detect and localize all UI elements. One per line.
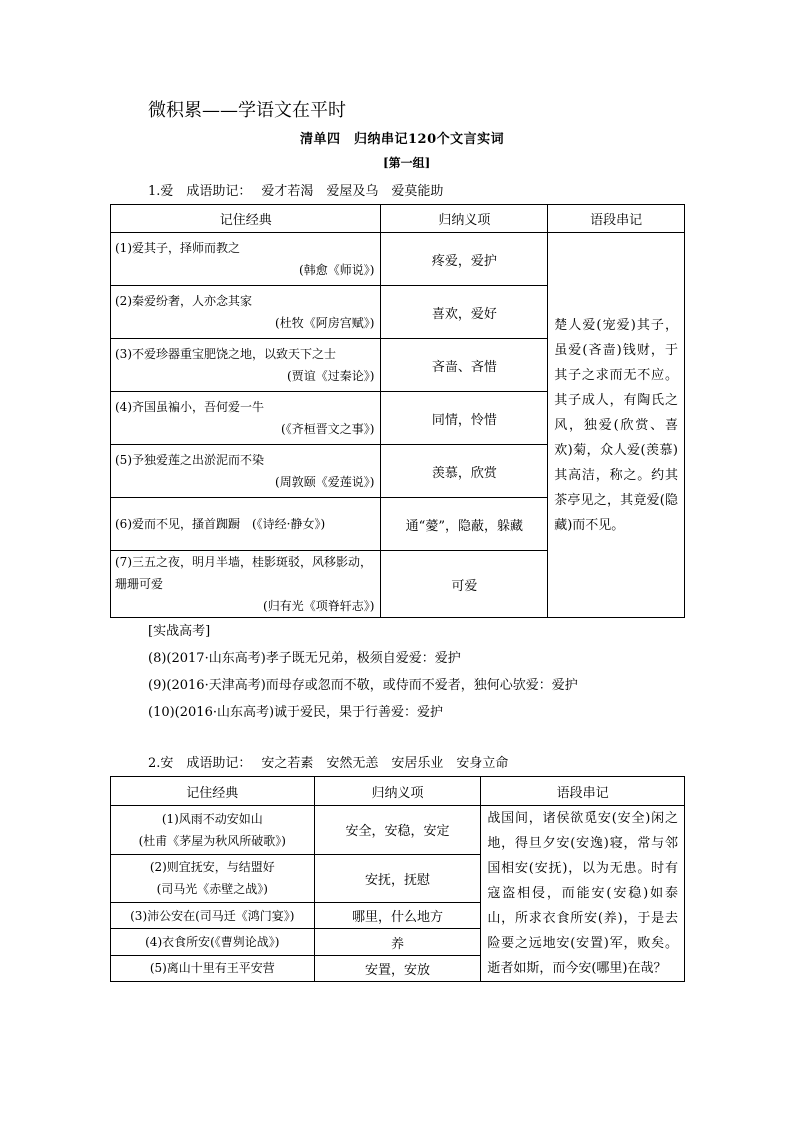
- table-header-row: [111, 205, 685, 233]
- meaning: 疼爱，爱护: [381, 233, 548, 286]
- meaning: 喜欢，爱好: [381, 286, 548, 339]
- meaning: 通“薆”，隐蔽，躲藏: [381, 498, 548, 551]
- page-heading: 微积累——学语文在平时: [148, 100, 346, 121]
- col-header: 归纳义项: [314, 777, 481, 806]
- col-header: 记住经典: [111, 777, 315, 806]
- quote: (5)离山十里有王平安营: [111, 955, 315, 981]
- quote: (1)爱其子，择师而教之: [115, 241, 240, 255]
- quote: (2)秦爱纷奢，人亦念其家: [115, 294, 252, 308]
- source: (归有光《项脊轩志》): [263, 599, 375, 613]
- col-header: 归纳义项: [381, 205, 548, 233]
- meaning: 安置，安放: [314, 955, 481, 981]
- meaning: 吝啬、吝惜: [381, 339, 548, 392]
- source: (周敦颐《爱莲说》): [275, 475, 375, 489]
- group-label: [第一组]: [383, 156, 431, 170]
- section2-idioms: 安之若素 安然无恙 安居乐业 安身立命: [261, 756, 509, 771]
- quote: (5)予独爱莲之出淤泥而不染: [115, 453, 264, 467]
- meaning: 安全，安稳，安定: [314, 806, 481, 855]
- col-header: 语段串记: [548, 205, 685, 233]
- meaning: 同情，怜惜: [381, 392, 548, 445]
- source: (贾谊《过秦论》): [287, 369, 375, 383]
- practice-line: (10)(2016·山东高考)诚于爱民，果于行善爱：爱护: [148, 705, 444, 720]
- source: (司马光《赤壁之战》): [156, 882, 268, 897]
- quote: (3)沛公安在(司马迁《鸿门宴》): [111, 903, 315, 929]
- meaning: 安抚，抚慰: [314, 854, 481, 903]
- source: (韩愈《师说》): [299, 263, 375, 277]
- meaning: 哪里，什么地方: [314, 903, 481, 929]
- table-row: [111, 806, 685, 855]
- col-header: 记住经典: [111, 205, 381, 233]
- section2-label: 2.安 成语助记：: [148, 756, 252, 771]
- meaning: 可爱: [381, 551, 548, 618]
- section2-table: [110, 776, 685, 982]
- quote: (1)风雨不动安如山: [161, 811, 263, 826]
- practice-line: (8)(2017·山东高考)孝子既无兄弟，极须自爱爱：爱护: [148, 651, 461, 666]
- quote: (4)齐国虽褊小，吾何爱一牛: [115, 400, 264, 414]
- meaning: 养: [314, 929, 481, 955]
- section1-title: [148, 180, 443, 199]
- section1-label: 1.爱 成语助记：: [148, 184, 252, 199]
- source: (杜牧《阿房宫赋》): [275, 316, 375, 330]
- col-header: 语段串记: [481, 777, 685, 806]
- passage-chain: 楚人爱(宠爱)其子，虽爱(吝啬)钱财，于其子之求而无不应。其子成人，有陶氏之风，独爱(欣赏、喜欢)菊，众人爱(羡慕)其高洁，称之。约其茶亭见之，其竟爱(隐藏)而不见。: [548, 233, 685, 618]
- quote: (7)三五之夜，明月半墙，桂影斑驳，风移影动，珊珊可爱: [115, 555, 372, 591]
- table-header-row: [111, 777, 685, 806]
- table-row: [111, 233, 685, 286]
- section2-title: [148, 752, 508, 771]
- quote: (3)不爱珍器重宝肥饶之地，以致天下之士: [115, 347, 336, 361]
- passage-chain: 战国间，诸侯欲觅安(安全)闲之地，得旦夕安(安逸)寝，常与邻国相安(安抚)，以为无患。时有寇盗相侵，而能安(安稳)如泰山，所求衣食所安(养)，于是去险要之远地安(安置)军，败矣。逝者如斯，而今安(哪里)在哉？: [481, 806, 685, 982]
- meaning: 羡慕，欣赏: [381, 445, 548, 498]
- practice-block: [148, 618, 578, 726]
- source: (杜甫《茅屋为秋风所破歌》): [138, 833, 286, 848]
- practice-title: [实战高考]: [148, 624, 211, 639]
- section1-idioms: 爱才若渴 爱屋及乌 爱莫能助: [261, 184, 444, 199]
- practice-line: (9)(2016·天津高考)而母存或忽而不敬，或侍而不爱者，独何心欤爱：爱护: [148, 678, 578, 693]
- section1-table: [110, 204, 685, 618]
- quote: (2)则宜抚安，与结盟好: [149, 860, 275, 875]
- list-title: 清单四 归纳串记120个文言实词: [300, 132, 505, 147]
- source: (《齐桓晋文之事》): [281, 422, 375, 436]
- quote: (6)爱而不见，搔首踟蹰 (《诗经·静女》): [115, 517, 326, 531]
- quote: (4)衣食所安(《曹刿论战》): [111, 929, 315, 955]
